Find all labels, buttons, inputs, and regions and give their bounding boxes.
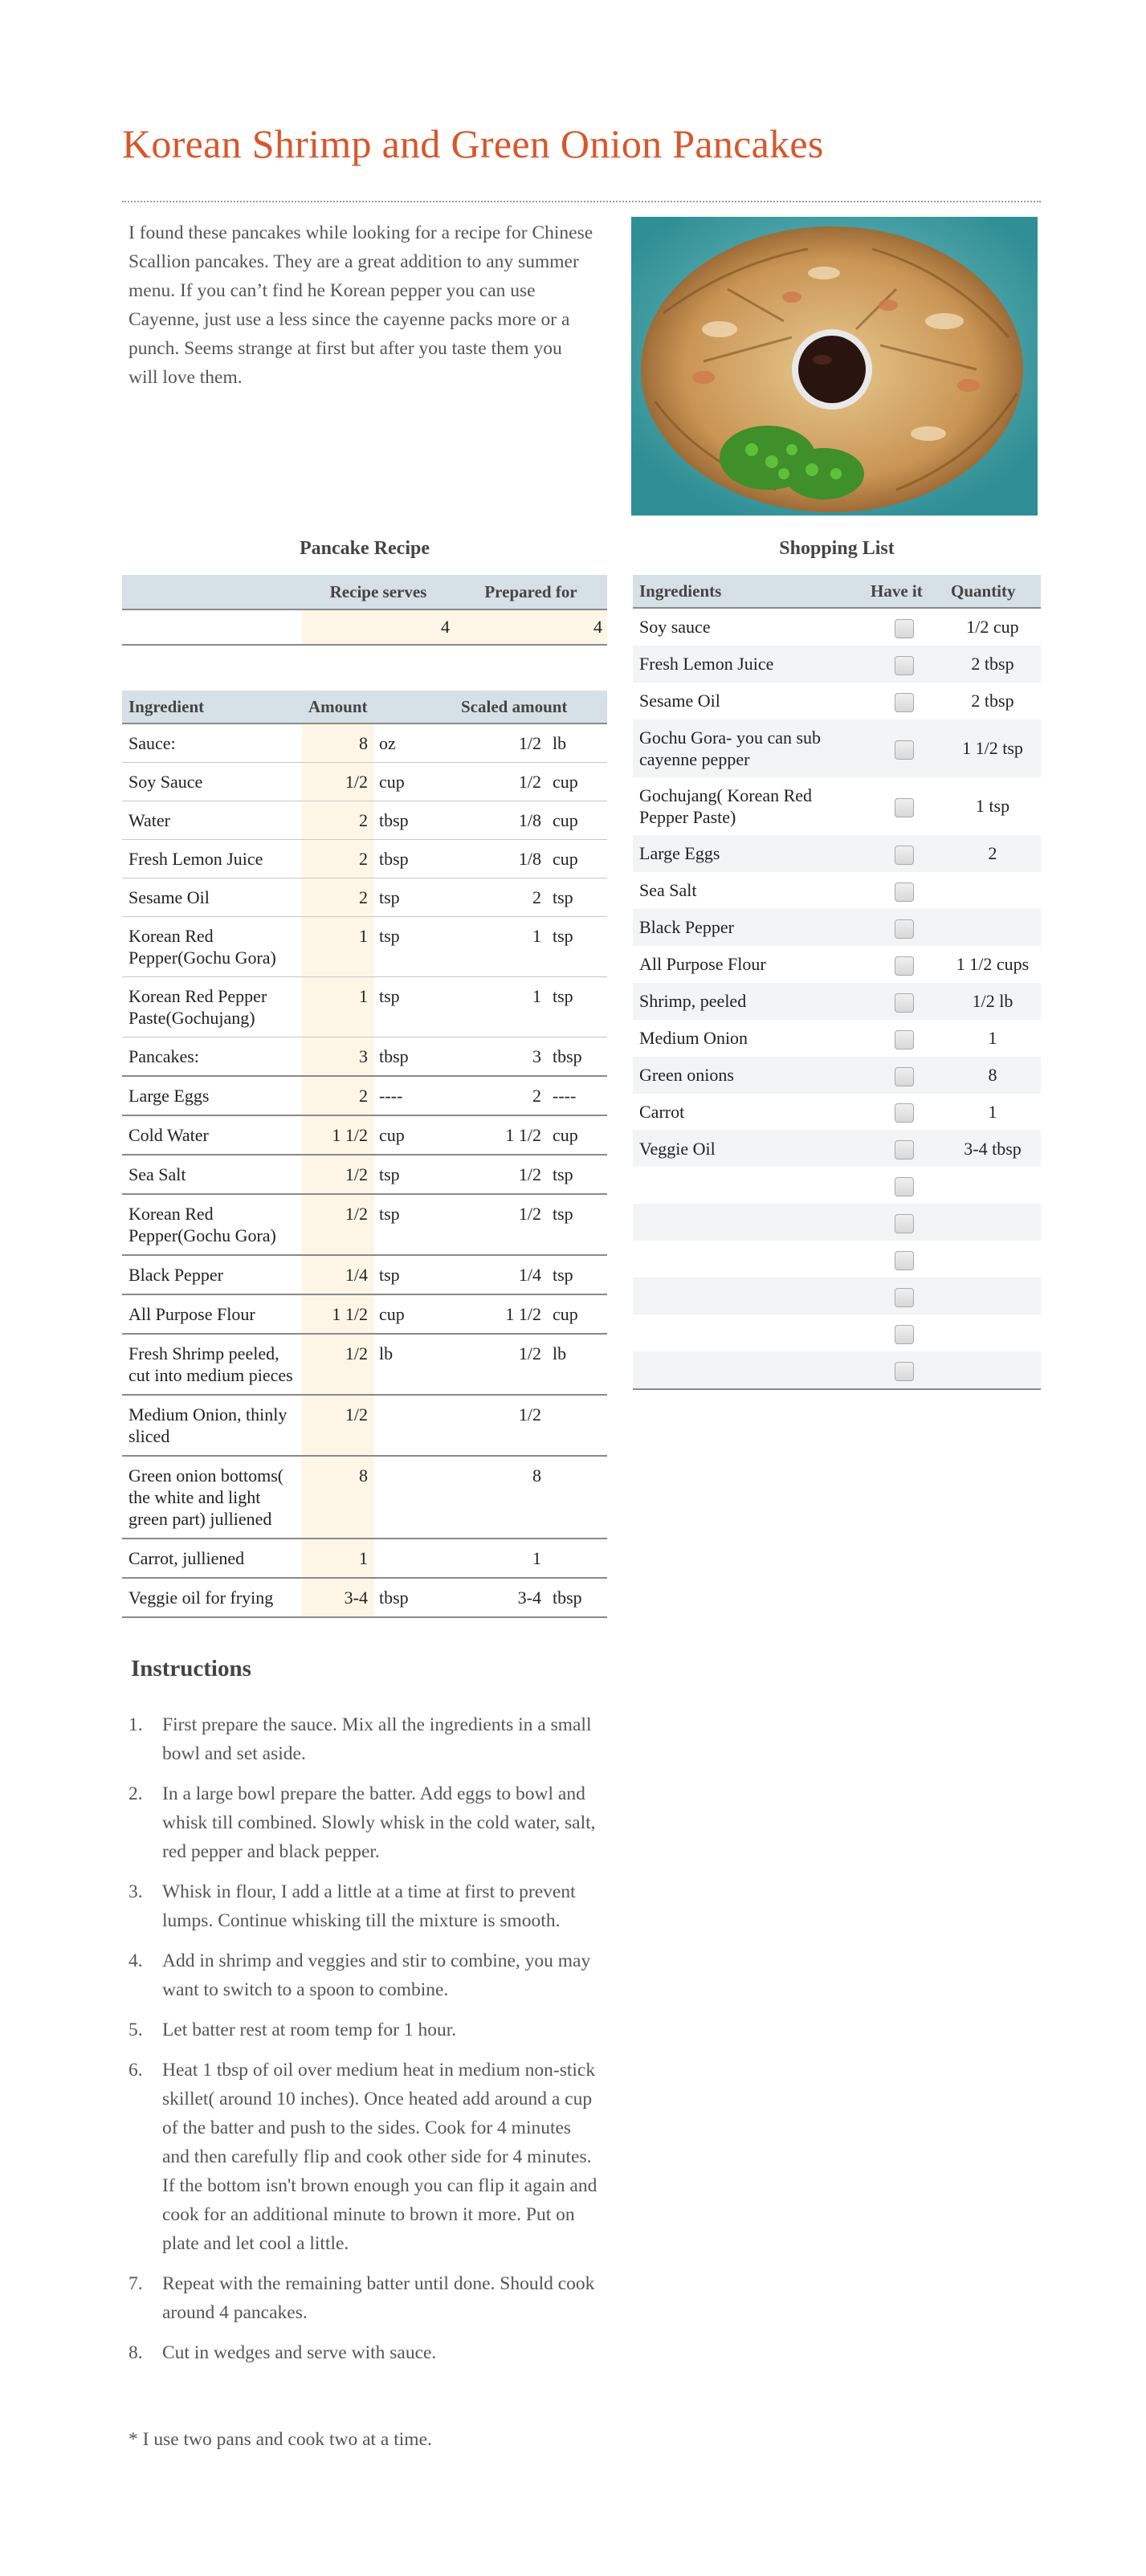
have-it-checkbox[interactable]	[895, 798, 914, 817]
ingredient-unit: tsp	[374, 917, 455, 977]
ingredient-unit: tsp	[374, 1255, 455, 1294]
shopping-item-name	[633, 1278, 864, 1314]
ingredient-scaled-amount: 1 1/2	[455, 1115, 548, 1155]
ingredient-amount[interactable]: 3	[302, 1037, 374, 1077]
ingredient-scaled-unit	[548, 1539, 607, 1578]
step-text: Add in shrimp and veggies and stir to combine, you may want to switch to a spoon to combine.	[162, 1950, 591, 2000]
ingredient-row	[122, 1076, 607, 1115]
have-it-checkbox[interactable]	[895, 1103, 914, 1123]
ingredient-scaled-amount: 1/2	[455, 1334, 548, 1395]
shopping-item-name	[633, 1167, 864, 1204]
shopping-row	[633, 777, 1041, 835]
shopping-item-quantity: 1/2 lb	[944, 983, 1041, 1020]
ingredient-scaled-amount: 1 1/2	[455, 1294, 548, 1334]
ingredient-amount[interactable]: 3-4	[302, 1578, 374, 1617]
ingredient-name: Sauce:	[122, 723, 302, 763]
ingredient-scaled-unit	[548, 1395, 607, 1456]
shopping-row	[633, 1020, 1041, 1057]
ingredient-row	[122, 1294, 607, 1334]
pancake-photo-illustration	[631, 217, 1038, 516]
recipe-title: Pancake Recipe	[300, 538, 430, 559]
shopping-item-quantity: 1	[988, 1102, 997, 1122]
shopping-row	[633, 1167, 1041, 1204]
shopping-item-quantity	[944, 1204, 1041, 1241]
ingredient-row	[122, 1334, 607, 1395]
instruction-step	[128, 1710, 602, 1768]
ingredient-scaled-amount: 2	[455, 1076, 548, 1115]
ingredient-amount[interactable]: 1 1/2	[302, 1294, 374, 1334]
instruction-step	[128, 2338, 602, 2367]
step-text: Cut in wedges and serve with sauce.	[162, 2342, 437, 2363]
shopping-item-quantity	[944, 1351, 1041, 1389]
shopping-row	[633, 646, 1041, 683]
shopping-row	[633, 1057, 1041, 1094]
ingredient-unit: ----	[374, 1076, 455, 1115]
ingredient-scaled-unit: tsp	[548, 1194, 607, 1255]
have-it-checkbox[interactable]	[895, 740, 914, 760]
ingredient-amount[interactable]: 1/2	[302, 1155, 374, 1194]
ingredient-name: Korean Red Pepper(Gochu Gora)	[122, 917, 302, 977]
have-it-checkbox[interactable]	[895, 846, 914, 865]
ingredient-amount[interactable]: 1	[302, 977, 374, 1037]
step-number: 3.	[128, 1881, 143, 1902]
have-it-cell	[864, 1167, 944, 1204]
ingredient-unit: tbsp	[374, 1037, 455, 1077]
ingredient-scaled-unit: cup	[548, 801, 607, 840]
instructions-list	[128, 1710, 602, 2378]
ingredient-name: Fresh Shrimp peeled, cut into medium pieces	[122, 1334, 302, 1395]
have-it-cell	[864, 1314, 944, 1351]
have-it-cell	[864, 835, 944, 872]
servings-table	[122, 575, 607, 646]
have-it-cell	[864, 872, 944, 909]
have-it-checkbox[interactable]	[895, 1214, 914, 1233]
ingredient-scaled-unit: tsp	[548, 917, 607, 977]
ingredient-row	[122, 878, 607, 917]
ingredient-scaled-amount: 1/4	[455, 1255, 548, 1294]
shopping-row	[633, 1130, 1041, 1167]
ingredient-amount[interactable]: 2	[302, 801, 374, 840]
ingredient-scaled-unit: lb	[548, 723, 607, 763]
ingredient-unit: tsp	[374, 1155, 455, 1194]
ingredient-scaled-unit	[548, 1456, 607, 1539]
step-number: 1.	[128, 1714, 143, 1735]
ingredient-unit: tsp	[374, 977, 455, 1037]
ingredient-name: Sea Salt	[122, 1155, 302, 1194]
shopping-row	[633, 909, 1041, 946]
ingredient-amount[interactable]: 1/2	[302, 1395, 374, 1456]
ingredient-name: Water	[122, 801, 302, 840]
have-it-cell	[864, 1241, 944, 1278]
instructions-note: * I use two pans and cook two at a time.	[128, 2429, 432, 2450]
amount-header: Amount	[302, 691, 374, 723]
ingredient-unit: tbsp	[374, 1578, 455, 1617]
shopping-item-name: Veggie Oil	[633, 1130, 864, 1167]
have-it-checkbox[interactable]	[895, 656, 914, 675]
step-number: 6.	[128, 2060, 143, 2081]
have-it-cell	[864, 1094, 944, 1131]
have-it-cell	[864, 1278, 944, 1314]
step-text: Heat 1 tbsp of oil over medium heat in medium non-stick skillet( around 10 inches). Once heated add around a cup of the batter and push to the sides. Cook for 4 minutes and then carefully flip and cook other side for 4 minutes. If the bottom isn't brown enough you can flip it again and cook for an additional minute to brown it more. Put on plate and let cool a little.	[162, 2060, 597, 2254]
shopping-item-name: Shrimp, peeled	[633, 983, 864, 1020]
instruction-step	[128, 2269, 602, 2327]
have-it-checkbox[interactable]	[895, 993, 914, 1013]
shopping-item-quantity: 2 tbsp	[944, 646, 1041, 683]
ingredient-name: Korean Red Pepper Paste(Gochujang)	[122, 977, 302, 1037]
quantity-header: Quantity	[944, 575, 1041, 608]
recipe-serves-header: Recipe serves	[302, 575, 455, 609]
ingredient-scaled-amount: 1	[455, 977, 548, 1037]
shopping-item-name: Large Eggs	[633, 835, 864, 872]
shopping-row	[633, 872, 1041, 909]
ingredient-row	[122, 1456, 607, 1539]
ingredient-scaled-amount: 1/8	[455, 801, 548, 840]
shopping-item-name	[633, 1241, 864, 1278]
ingredient-scaled-amount: 1/2	[455, 723, 548, 763]
ingredient-name: Sesame Oil	[122, 878, 302, 917]
ingredient-unit: tsp	[374, 1194, 455, 1255]
ingredient-scaled-amount: 1	[455, 917, 548, 977]
have-it-checkbox[interactable]	[895, 1362, 914, 1381]
ingredient-unit: cup	[374, 1115, 455, 1155]
ingredient-scaled-unit: cup	[548, 1115, 607, 1155]
have-it-cell	[864, 719, 944, 777]
step-text: Let batter rest at room temp for 1 hour.	[162, 2020, 457, 2040]
have-it-cell	[864, 777, 944, 835]
ingredient-row	[122, 917, 607, 977]
shopping-item-quantity: 1 1/2 tsp	[944, 719, 1041, 777]
have-it-checkbox[interactable]	[895, 1288, 914, 1307]
prepared-for-header: Prepared for	[455, 575, 607, 609]
recipe-serves-value[interactable]: 4	[302, 609, 455, 645]
unit-header	[374, 691, 455, 723]
ingredient-scaled-amount: 1/2	[455, 1194, 548, 1255]
ingredient-scaled-unit: tsp	[548, 1155, 607, 1194]
ingredient-amount[interactable]: 2	[302, 840, 374, 878]
step-text: Repeat with the remaining batter until done. Should cook around 4 pancakes.	[162, 2273, 595, 2323]
ingredient-row	[122, 1115, 607, 1155]
ingredient-unit: cup	[374, 763, 455, 801]
shopping-item-name: Green onions	[633, 1057, 864, 1094]
shopping-row	[633, 983, 1041, 1020]
instruction-step	[128, 2016, 602, 2044]
shopping-item-name: Gochu Gora- you can sub cayenne pepper	[633, 719, 864, 777]
ingredient-unit	[374, 1456, 455, 1539]
ingredient-row	[122, 1155, 607, 1194]
have-it-checkbox[interactable]	[895, 619, 914, 638]
ingredient-name: Korean Red Pepper(Gochu Gora)	[122, 1194, 302, 1255]
ingredient-scaled-amount: 1/8	[455, 840, 548, 878]
shopping-item-quantity: 2	[944, 835, 1041, 872]
have-it-cell	[864, 946, 944, 983]
ingredient-scaled-unit: ----	[548, 1076, 607, 1115]
ingredient-unit: tbsp	[374, 840, 455, 878]
shopping-item-quantity	[944, 909, 1041, 946]
ingredient-name: Veggie oil for frying	[122, 1578, 302, 1617]
have-it-cell	[864, 683, 944, 719]
ingredient-row	[122, 1539, 607, 1578]
ingredient-scaled-amount: 2	[455, 878, 548, 917]
ingredient-scaled-amount: 3-4	[455, 1578, 548, 1617]
pancake-photo	[631, 217, 1038, 516]
shopping-item-quantity: 8	[944, 1057, 1041, 1094]
ingredient-amount[interactable]: 1 1/2	[302, 1115, 374, 1155]
shopping-row	[633, 608, 1041, 646]
have-it-checkbox[interactable]	[895, 882, 914, 902]
shopping-item-quantity: 1	[988, 1028, 997, 1049]
step-text: Whisk in flour, I add a little at a time at first to prevent lumps. Continue whisking till the mixture is smooth.	[162, 1881, 576, 1931]
shopping-item-name	[633, 1351, 864, 1389]
have-it-checkbox[interactable]	[895, 693, 914, 712]
have-it-cell	[864, 608, 944, 646]
have-it-cell	[864, 1130, 944, 1167]
shopping-row	[633, 1278, 1041, 1314]
step-text: First prepare the sauce. Mix all the ingredients in a small bowl and set aside.	[162, 1714, 592, 1764]
ingredient-unit	[374, 1539, 455, 1578]
ingredient-scaled-amount: 3	[455, 1037, 548, 1077]
ingredient-amount[interactable]: 1	[302, 917, 374, 977]
have-it-cell	[864, 909, 944, 946]
have-it-header: Have it	[864, 575, 944, 608]
step-number: 4.	[128, 1950, 143, 1971]
shopping-item-quantity: 1/2 cup	[966, 617, 1019, 638]
ingredient-amount[interactable]: 1/2	[302, 1194, 374, 1255]
ingredient-unit	[374, 1395, 455, 1456]
ingredient-amount[interactable]: 1	[302, 1539, 374, 1578]
shopping-row	[633, 1351, 1041, 1389]
shopping-row	[633, 1204, 1041, 1241]
ingredient-name: All Purpose Flour	[122, 1294, 302, 1334]
step-number: 8.	[128, 2342, 143, 2363]
shop-ingredients-header: Ingredients	[633, 575, 864, 608]
shopping-list-table	[633, 575, 1041, 1390]
ingredient-scaled-unit: tsp	[548, 977, 607, 1037]
ingredient-scaled-amount: 1/2	[455, 763, 548, 801]
shopping-item-quantity	[944, 872, 1041, 909]
have-it-cell	[864, 1204, 944, 1241]
shopping-item-quantity: 1 1/2 cups	[956, 954, 1030, 975]
ingredient-scaled-unit: tbsp	[548, 1578, 607, 1617]
have-it-checkbox[interactable]	[895, 919, 914, 939]
instruction-step	[128, 1946, 602, 2004]
shopping-item-quantity: 1 tsp	[975, 796, 1010, 817]
shopping-item-name: Soy sauce	[639, 617, 711, 638]
ingredient-row	[122, 977, 607, 1037]
ingredient-amount[interactable]: 1/2	[302, 763, 374, 801]
ingredient-amount[interactable]: 8	[302, 1456, 374, 1539]
ingredient-name: Carrot, julliened	[122, 1539, 302, 1578]
ingredient-unit: tbsp	[374, 801, 455, 840]
shopping-item-name: Medium Onion	[639, 1028, 748, 1049]
step-number: 5.	[128, 2020, 143, 2040]
have-it-cell	[864, 1020, 944, 1057]
ingredient-scaled-amount: 1/2	[455, 1155, 548, 1194]
ingredient-row	[122, 1578, 607, 1617]
shopping-item-quantity	[944, 1241, 1041, 1278]
ingredient-row	[122, 763, 607, 801]
shopping-item-quantity	[944, 1278, 1041, 1314]
ingredient-row	[122, 1395, 607, 1456]
ingredient-amount[interactable]: 2	[302, 1076, 374, 1115]
have-it-cell	[864, 1057, 944, 1094]
shopping-item-name: Carrot	[639, 1102, 685, 1122]
shopping-item-name: Black Pepper	[633, 909, 864, 946]
have-it-checkbox[interactable]	[895, 1030, 914, 1050]
ingredient-scaled-unit: lb	[548, 1334, 607, 1395]
ingredient-name: Medium Onion, thinly sliced	[122, 1395, 302, 1456]
ingredient-row	[122, 1255, 607, 1294]
have-it-cell	[864, 646, 944, 683]
shopping-item-quantity	[944, 1167, 1041, 1204]
shopping-item-name: Fresh Lemon Juice	[633, 646, 864, 683]
ingredient-unit: cup	[374, 1294, 455, 1334]
ingredient-name: Black Pepper	[122, 1255, 302, 1294]
ingredient-amount[interactable]: 2	[302, 878, 374, 917]
ingredient-row	[122, 840, 607, 878]
ingredient-amount[interactable]: 1/2	[302, 1334, 374, 1395]
shopping-row	[633, 1241, 1041, 1278]
have-it-cell	[864, 1351, 944, 1389]
shopping-item-quantity: 3-4 tbsp	[944, 1130, 1041, 1167]
shopping-row	[633, 683, 1041, 719]
ingredient-scaled-unit: cup	[548, 840, 607, 878]
shopping-row	[633, 946, 1041, 983]
ingredient-scaled-unit: tbsp	[548, 1037, 607, 1077]
ingredient-scaled-amount: 1/2	[455, 1395, 548, 1456]
ingredient-unit: lb	[374, 1334, 455, 1395]
servings-blank-cell	[122, 609, 302, 645]
servings-blank-header	[122, 575, 302, 609]
shopping-row	[633, 719, 1041, 777]
shopping-item-name: Gochujang( Korean Red Pepper Paste)	[639, 785, 813, 827]
shopping-item-name	[633, 1314, 864, 1351]
instructions-title: Instructions	[131, 1656, 251, 1681]
ingredient-row	[122, 723, 607, 763]
ingredient-name: Pancakes:	[122, 1037, 302, 1077]
instruction-step	[128, 2056, 602, 2258]
shopping-row	[633, 1094, 1041, 1131]
ingredient-scaled-unit: tsp	[548, 878, 607, 917]
instruction-step	[128, 1779, 602, 1866]
page-title: Korean Shrimp and Green Onion Pancakes	[122, 121, 824, 166]
have-it-checkbox[interactable]	[895, 956, 914, 976]
ingredient-unit: oz	[374, 723, 455, 763]
shopping-item-quantity: 2 tbsp	[971, 691, 1014, 711]
instruction-step	[128, 1877, 602, 1935]
ingredient-name: Fresh Lemon Juice	[122, 840, 302, 878]
shopping-item-name: Sesame Oil	[639, 691, 720, 711]
have-it-checkbox[interactable]	[895, 1251, 914, 1270]
ingredient-scaled-unit: tsp	[548, 1255, 607, 1294]
ingredient-scaled-amount: 8	[455, 1456, 548, 1539]
scaled-amount-header: Scaled amount	[455, 691, 607, 723]
step-text: In a large bowl prepare the batter. Add eggs to bowl and whisk till combined. Slowly whisk in the cold water, salt, red pepper and black pepper.	[162, 1783, 596, 1862]
ingredient-header: Ingredient	[122, 691, 302, 723]
ingredient-name: Soy Sauce	[122, 763, 302, 801]
have-it-cell	[864, 983, 944, 1020]
shopping-item-name	[633, 1204, 864, 1241]
ingredient-scaled-unit: cup	[548, 1294, 607, 1334]
shopping-item-quantity	[944, 1314, 1041, 1351]
ingredient-name: Large Eggs	[122, 1076, 302, 1115]
ingredient-scaled-unit: cup	[548, 763, 607, 801]
ingredient-row	[122, 801, 607, 840]
have-it-checkbox[interactable]	[895, 1325, 914, 1344]
shopping-list-title: Shopping List	[779, 538, 895, 559]
ingredient-name: Cold Water	[122, 1115, 302, 1155]
shopping-row	[633, 835, 1041, 872]
ingredient-unit: tsp	[374, 878, 455, 917]
intro-text: I found these pancakes while looking for a recipe for Chinese Scallion pancakes. They are a great addition to any summer menu. If you can’t find he Korean pepper you can use Cayenne, just use a less since the cayenne packs more or a punch. Seems strange at first but after you taste them you will love them.	[128, 222, 593, 388]
ingredient-scaled-amount: 1	[455, 1539, 548, 1578]
shopping-row	[633, 1314, 1041, 1351]
step-number: 2.	[128, 1783, 143, 1804]
step-number: 7.	[128, 2273, 143, 2294]
ingredient-name: Green onion bottoms( the white and light green part) julliened	[122, 1456, 302, 1539]
ingredient-row	[122, 1037, 607, 1077]
title-divider	[122, 201, 1041, 202]
ingredient-amount[interactable]: 1/4	[302, 1255, 374, 1294]
ingredient-table	[122, 691, 607, 1618]
prepared-for-value[interactable]: 4	[455, 609, 607, 645]
have-it-checkbox[interactable]	[895, 1140, 914, 1160]
shopping-item-name: All Purpose Flour	[639, 954, 766, 975]
ingredient-row	[122, 1194, 607, 1255]
shopping-item-name: Sea Salt	[639, 880, 697, 901]
have-it-checkbox[interactable]	[895, 1177, 914, 1196]
have-it-checkbox[interactable]	[895, 1067, 914, 1086]
ingredient-amount[interactable]: 8	[302, 723, 374, 763]
